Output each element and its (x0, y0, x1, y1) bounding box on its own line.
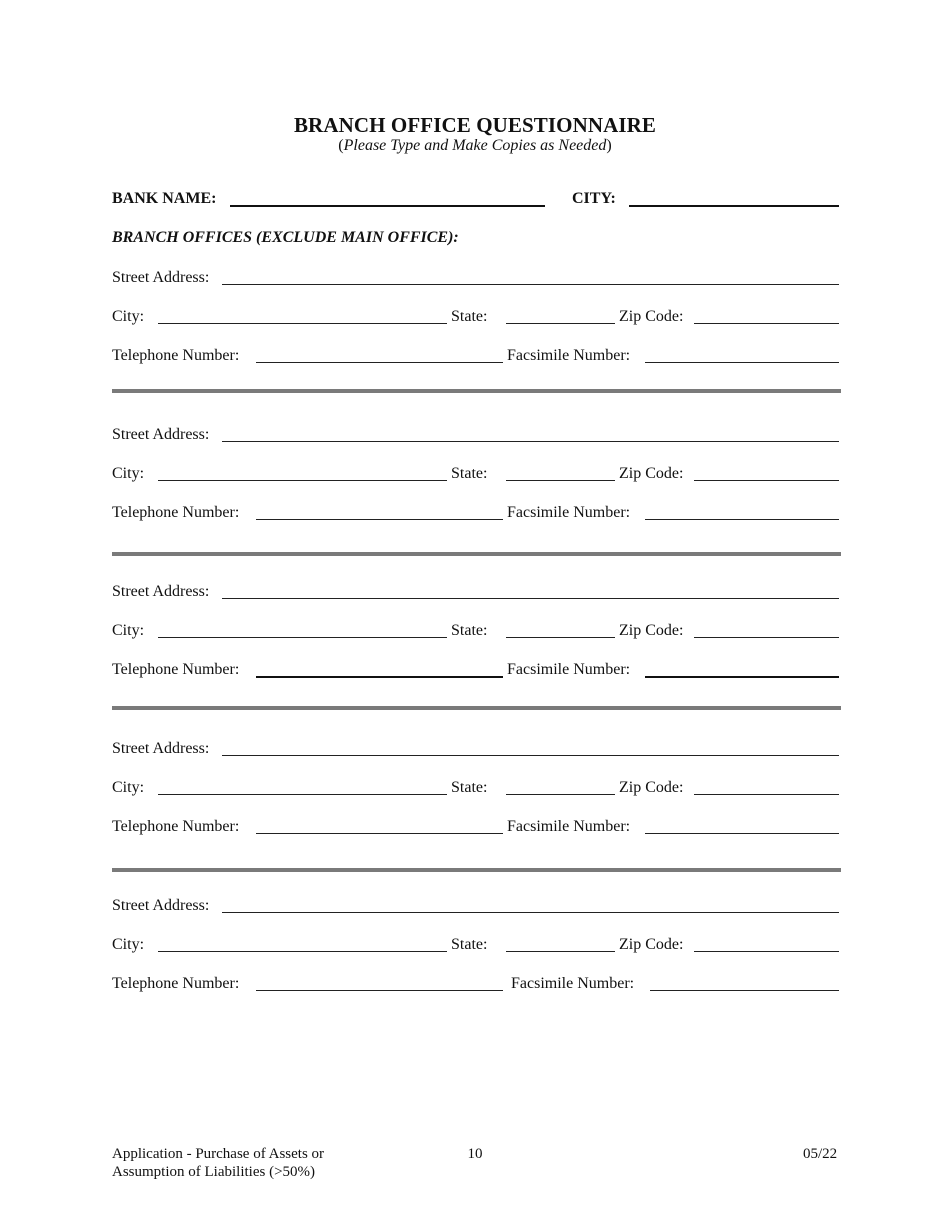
footer-page-number: 10 (467, 1146, 483, 1162)
city-field[interactable] (158, 951, 447, 952)
street-address-field[interactable] (222, 284, 839, 285)
state-field[interactable] (506, 323, 615, 324)
subtitle-instruction: Please Type and Make Copies as Needed (343, 137, 607, 154)
state-label: State: (451, 465, 488, 482)
telephone-number-label: Telephone Number: (112, 975, 240, 992)
facsimile-number-label: Facsimile Number: (507, 504, 631, 521)
facsimile-number-label: Facsimile Number: (507, 661, 631, 678)
street-address-field[interactable] (222, 755, 839, 756)
street-address-label: Street Address: (112, 583, 210, 600)
page-subtitle (0, 137, 950, 155)
zip-code-label: Zip Code: (619, 936, 684, 953)
city-label: City: (112, 308, 145, 325)
street-address-label: Street Address: (112, 897, 210, 914)
city-label: City: (112, 622, 145, 639)
street-address-label: Street Address: (112, 269, 210, 286)
telephone-number-field[interactable] (256, 990, 503, 991)
facsimile-number-label: Facsimile Number: (507, 347, 631, 364)
street-address-field[interactable] (222, 441, 839, 442)
zip-code-field[interactable] (694, 480, 839, 481)
street-address-field[interactable] (222, 912, 839, 913)
facsimile-number-field[interactable] (645, 519, 839, 520)
subtitle-open-paren: ( (338, 137, 344, 154)
state-field[interactable] (506, 794, 615, 795)
telephone-number-field[interactable] (256, 676, 503, 678)
street-address-field[interactable] (222, 598, 839, 599)
branch-separator (112, 868, 841, 872)
page-title: BRANCH OFFICE QUESTIONNAIRE (293, 113, 657, 137)
state-label: State: (451, 622, 488, 639)
state-label: State: (451, 308, 488, 325)
state-label: State: (451, 936, 488, 953)
telephone-number-label: Telephone Number: (112, 818, 240, 835)
telephone-number-field[interactable] (256, 519, 503, 520)
city-label: City: (112, 779, 145, 796)
footer-title-line-2: Assumption of Liabilities (>50%) (112, 1164, 316, 1180)
zip-code-label: Zip Code: (619, 308, 684, 325)
footer-title-line-1: Application - Purchase of Assets or (112, 1146, 325, 1162)
subtitle-close-paren: ) (606, 137, 612, 154)
zip-code-field[interactable] (694, 794, 839, 795)
section-heading: BRANCH OFFICES (EXCLUDE MAIN OFFICE): (112, 229, 459, 246)
city-field[interactable] (158, 323, 447, 324)
state-field[interactable] (506, 480, 615, 481)
bank-name-label: BANK NAME: (112, 190, 217, 207)
street-address-label: Street Address: (112, 426, 210, 443)
zip-code-label: Zip Code: (619, 465, 684, 482)
zip-code-field[interactable] (694, 637, 839, 638)
state-field[interactable] (506, 637, 615, 638)
city-field[interactable] (158, 480, 447, 481)
city-label: City: (112, 465, 145, 482)
branch-separator (112, 706, 841, 710)
telephone-number-field[interactable] (256, 362, 503, 363)
facsimile-number-label: Facsimile Number: (507, 818, 631, 835)
bank-city-label: CITY: (572, 190, 616, 207)
facsimile-number-label: Facsimile Number: (511, 975, 635, 992)
bank-name-field[interactable] (230, 205, 545, 207)
telephone-number-field[interactable] (256, 833, 503, 834)
facsimile-number-field[interactable] (650, 990, 839, 991)
city-label: City: (112, 936, 145, 953)
bank-city-field[interactable] (629, 205, 839, 207)
zip-code-label: Zip Code: (619, 779, 684, 796)
zip-code-field[interactable] (694, 323, 839, 324)
footer-date: 05/22 (803, 1146, 838, 1162)
branch-separator (112, 389, 841, 393)
state-label: State: (451, 779, 488, 796)
state-field[interactable] (506, 951, 615, 952)
facsimile-number-field[interactable] (645, 833, 839, 834)
branch-separator (112, 552, 841, 556)
telephone-number-label: Telephone Number: (112, 661, 240, 678)
telephone-number-label: Telephone Number: (112, 504, 240, 521)
telephone-number-label: Telephone Number: (112, 347, 240, 364)
street-address-label: Street Address: (112, 740, 210, 757)
zip-code-field[interactable] (694, 951, 839, 952)
city-field[interactable] (158, 794, 447, 795)
facsimile-number-field[interactable] (645, 676, 839, 678)
zip-code-label: Zip Code: (619, 622, 684, 639)
city-field[interactable] (158, 637, 447, 638)
facsimile-number-field[interactable] (645, 362, 839, 363)
